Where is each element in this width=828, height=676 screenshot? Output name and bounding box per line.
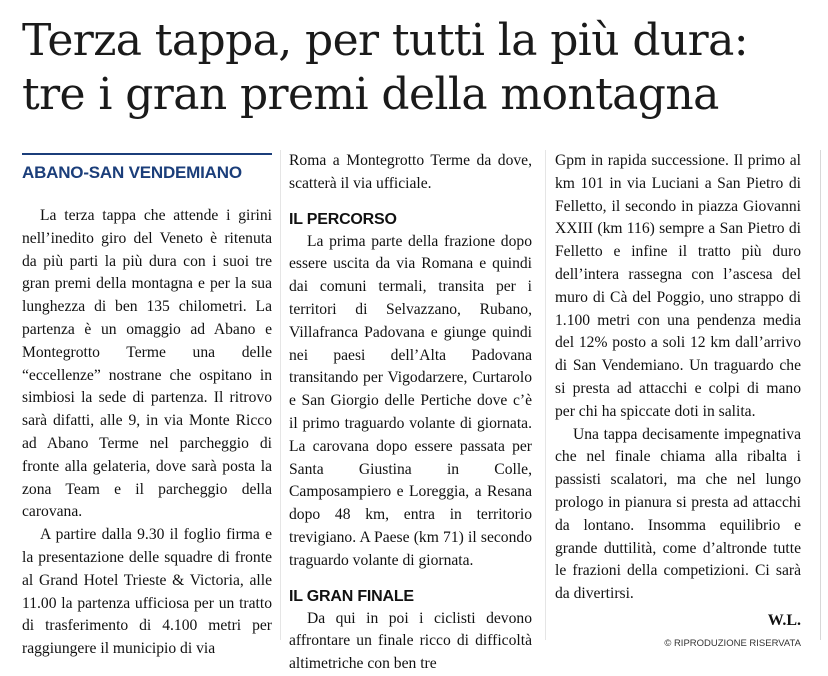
section-kicker: ABANO-SAN VENDEMIANO <box>22 153 272 189</box>
article-column-1 <box>22 150 272 661</box>
column-divider <box>545 150 546 640</box>
headline-line-1: Terza tappa, per tutti la più dura: <box>22 15 748 66</box>
subheading-percorso: IL PERCORSO <box>289 210 397 228</box>
column-divider <box>280 150 281 640</box>
headline-line-2: tre i gran premi della montagna <box>22 69 719 120</box>
article-column-3 <box>555 150 801 649</box>
paragraph: La prima parte della frazione dopo essere uscita da via Romana e quindi dai comuni termali, transita per i territori di Selvazzano, Rubano, Villafranca Padovana e giunge quindi nei paesi dell’Alta Padovana transitando per Vigodarzere, Curtarolo e San Giorgio delle Pertiche dove c’è il primo traguardo volante di giornata. La carovana dopo essere passata per Santa Giustina in Colle, Camposampiero e Loreggia, a Resana dopo 48 km, entra in territorio trevigiano. A Paese (km 71) il secondo traguardo volante di giornata. <box>289 232 532 569</box>
paragraph: Gpm in rapida successione. Il primo al km 101 in via Luciani a San Pietro di Felletto, il secondo in piazza Giovanni XXIII (km 116) sempre a San Pietro di Felletto e infine il tratto più duro dell’intera rassegna con l’ascesa del muro di Cà del Poggio, uno strappo di 1.100 metri con una pendenza media del 12% posto a soli 12 km dall’arrivo di San Vendemiano. Un traguardo che si presta ad attacchi e colpi di mano per chi ha spiccate doti in salita. <box>555 152 801 420</box>
author-signature: W.L. <box>767 611 801 629</box>
headline <box>22 14 822 122</box>
paragraph: Una tappa decisamente impegnativa che nel finale chiama alla ribalta i passisti scalatori, ma che nel lungo prologo in pianura si presta ad attacchi da lontano. Insomma equilibrio e grande duttilità, come d’altronde tutte le frazioni della competizioni. Ci sarà da divertirsi. <box>555 425 801 603</box>
paragraph: Roma a Montegrotto Terme da dove, scatterà il via ufficiale. <box>289 152 532 192</box>
paragraph: A partire dalla 9.30 il foglio firma e la presentazione delle squadre di fronte al Grand Hotel Trieste & Victoria, alle 11.00 la partenza ufficiosa per un tratto di trasferimento di 4.100 metri per raggiungere il municipio di via <box>22 526 272 658</box>
article-column-2 <box>289 150 532 676</box>
subheading-gran-finale: IL GRAN FINALE <box>289 587 414 605</box>
paragraph: La terza tappa che attende i girini nell’inedito giro del Veneto è ritenuta da più parti la più dura con i suoi tre gran premi della montagna e per la sua lunghezza di ben 135 chilometri. La partenza è un omaggio ad Abano e Montegrotto Terme una delle “eccellenze” nostrane che ospitano in simbiosi la sede di partenza. Il ritrovo sarà difatti, alle 9, in via Monte Ricco ad Abano Terme nel parcheggio di fronte alla gelateria, dove sarà posta la zona Team e il parcheggio della carovana. <box>22 207 272 521</box>
right-border <box>820 150 821 640</box>
paragraph: Da qui in poi i ciclisti devono affrontare un finale ricco di difficoltà altimetriche con ben tre <box>289 609 532 673</box>
copyright-notice: © RIPRODUZIONE RISERVATA <box>664 637 801 649</box>
